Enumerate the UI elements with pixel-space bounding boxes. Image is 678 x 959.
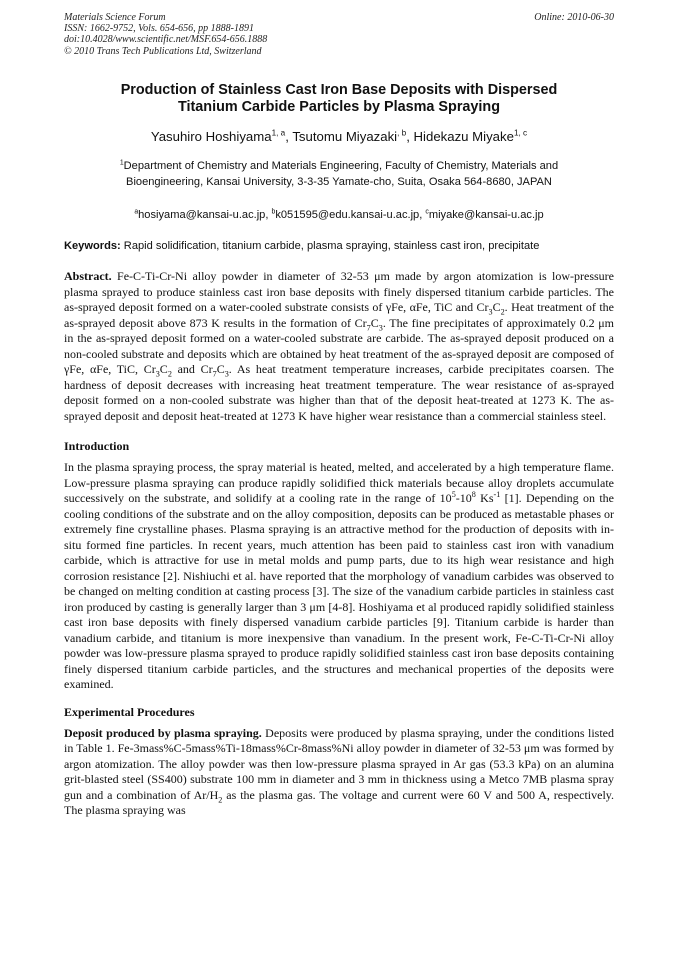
text-run: Fe-C-Ti-Cr-Ni alloy powder in diameter of 32-53 μm made by argon atomization is low-pressure plasma sprayed to produce stainless cast iron base deposits with finely dispersed titanium carbide particles. The as-sprayed deposit formed on a water-cooled substrate consists of γFe, αFe, TiC and Cr <box>64 269 614 314</box>
subscript: 7 <box>366 322 371 332</box>
email-address: miyake@kansai-u.ac.jp <box>428 209 544 221</box>
text-run: and Cr <box>171 362 213 376</box>
keywords <box>64 239 614 253</box>
subscript: 3 <box>378 322 383 332</box>
author-affiliation-mark: 1, a <box>271 128 286 138</box>
journal-header <box>64 12 614 57</box>
journal-name: Materials Science Forum <box>64 12 166 23</box>
author-name: Hidekazu Miyake <box>413 129 514 144</box>
text-run: as the plasma gas. The voltage and current were 60 V and 500 A, respectively. The plasma spraying was <box>64 787 614 817</box>
title-line-1: Production of Stainless Cast Iron Base Deposits with Dispersed <box>120 81 558 98</box>
section-heading-introduction: Introduction <box>64 439 130 453</box>
text-run: C <box>216 362 225 376</box>
issn-line: ISSN: 1662-9752, Vols. 654-656, pp 1888-1891 <box>64 23 254 35</box>
email-separator: , <box>265 209 272 221</box>
author-separator: , <box>406 129 414 144</box>
title-line-2: Titanium Carbide Particles by Plasma Spraying <box>177 99 501 116</box>
page <box>64 12 614 819</box>
keywords-text: Rapid solidification, titanium carbide, plasma spraying, stainless cast iron, precipitate <box>120 240 540 252</box>
email-list <box>64 208 614 222</box>
affiliation-mark: 1 <box>119 159 124 167</box>
text-run: . Heat treatment of the as-sprayed deposit above 873 K results in the formation of Cr <box>64 300 614 330</box>
introduction-paragraph <box>64 460 614 693</box>
superscript: -1 <box>493 490 501 499</box>
experimental-paragraph <box>64 726 614 819</box>
text-run: . The fine precipitates of approximately 0.2 μm in the as-sprayed deposit formed on a water-cooled substrate are carbide. The as-sprayed deposit produced on a non-cooled substrate and deposits which are obtained by heat treatment of the as-sprayed deposit are composed of γFe, αFe, TiC, Cr <box>64 315 615 376</box>
text-run: Deposits were produced by plasma spraying, under the conditions listed in Table 1. Fe-3mass%C-5mass%Ti-18mass%Cr-8mass%Ni alloy powder in diameter of 32-53 μm was formed by argon atomization. The alloy powder was then low-pressure plasma sprayed in Ar gas (53.3 kPa) on an alumina grit-blasted steel (SS400) substrate 100 mm in diameter and 3 mm in thickness using a Metco 7MB plasma spray gun and a combination of Ar/H <box>64 725 614 802</box>
online-date: Online: 2010-06-30 <box>534 12 614 23</box>
text-run: C <box>159 362 168 376</box>
journal-info <box>64 12 614 57</box>
affiliation-line-2: Bioengineering, Kansai University, 3-3-35 Yamate-cho, Suita, Osaka 564-8680, JAPAN <box>126 176 552 188</box>
text-run: . As heat treatment temperature increases, carbide precipitates coarsen. The hardness of deposit decreases with increasing heat treatment temperature. The wear resistance of as-sprayed deposit formed on a non-cooled substrate was higher than that of the deposit heat-treated at 1273 K. The as-sprayed deposit and deposit heat-treated at 1273 K have higher wear resistance than a commercial stainless steel. <box>64 362 615 423</box>
section-heading-experimental: Experimental Procedures <box>64 704 195 719</box>
author-affiliation-mark: , b <box>397 128 407 138</box>
subscript: 3 <box>155 369 160 379</box>
keywords-label: Keywords: <box>64 240 121 252</box>
doi-line: doi:10.4028/www.scientific.net/MSF.654-656.1888 <box>64 34 268 46</box>
text-run: [1]. Depending on the cooling conditions of the substrate and on the alloy composition, deposits can be produced as metastable phases or extremely fine crystalline phases. Plasma spraying is an attractive method for the production of deposits with in-situ formed fine particles. In recent years, much attention has been paid to stainless cast iron with vanadium carbide, which is attractive for use in metal molds and pump parts, due to its high wear resistance and high corrosion resistance [2]. Nishiuchi et al. have reported that the morphology of vanadium carbides was observed to be changed on melting condition at casting process [3]. The size of the vanadium carbide particles in stainless cast iron produced by casting is generally larger than 3 μm [4-8]. Hoshiyama et al produced rapidly solidified stainless cast iron base deposits with finely dispersed vanadium carbide particles [9]. Titanium carbide is harder than vanadium carbide, and titanium is more inexpensive than vanadium. In the present work, Fe-C-Ti-Cr-Ni alloy powder was low-pressure plasma sprayed to produce rapidly solidified stainless cast iron base deposits containing finely dispersed titanium carbide particles, and the structures and mechanical properties of the deposits were examined. <box>64 491 614 691</box>
author-affiliation-mark: 1, c <box>513 128 528 138</box>
text-run: C <box>370 315 379 330</box>
affiliation <box>64 158 614 190</box>
email-mark: a <box>134 208 139 216</box>
superscript: 8 <box>471 490 476 499</box>
subscript: 3 <box>224 369 229 379</box>
copyright-line: © 2010 Trans Tech Publications Ltd, Switzerland <box>64 45 262 57</box>
abstract <box>64 269 614 424</box>
paper-title <box>64 82 614 117</box>
superscript: 5 <box>451 490 456 499</box>
subscript: 2 <box>167 369 172 379</box>
abstract-text <box>64 269 614 423</box>
subscript: 7 <box>212 369 217 379</box>
subsection-run-in-heading: Deposit produced by plasma spraying. <box>64 725 262 740</box>
affiliation-line-1: $^1$Department of Chemistry and Materials Engineering, Faculty of Chemistry, Materials and <box>119 159 559 172</box>
author-name: Tsutomu Miyazaki <box>292 129 398 144</box>
email-address: hosiyama@kansai-u.ac.jp <box>138 209 266 221</box>
subscript: 2 <box>218 794 223 804</box>
author-separator: , <box>285 129 293 144</box>
text-run: C <box>492 300 501 314</box>
email-address: k051595@edu.kansai-u.ac.jp <box>275 209 420 221</box>
text-run: Ks <box>475 491 494 505</box>
email-separator: , <box>419 209 426 221</box>
author-list <box>64 129 614 145</box>
email-mark: b <box>271 208 276 216</box>
text-run: In the plasma spraying process, the spray material is heated, melted, and accelerated by a high temperature flame. Low-pressure plasma spraying can produce rapidly solidified thick materials because alloy droplets accumulate successively on the substrate, and solidify at a cooling rate in the range of 10 <box>64 460 614 505</box>
text-run: -10 <box>455 491 472 505</box>
abstract-label: Abstract. <box>64 269 112 283</box>
subscript: 3 <box>488 307 493 317</box>
subscript: 2 <box>500 307 505 317</box>
author-name: Yasuhiro Hoshiyama <box>150 129 272 144</box>
email-mark: c <box>425 208 429 216</box>
